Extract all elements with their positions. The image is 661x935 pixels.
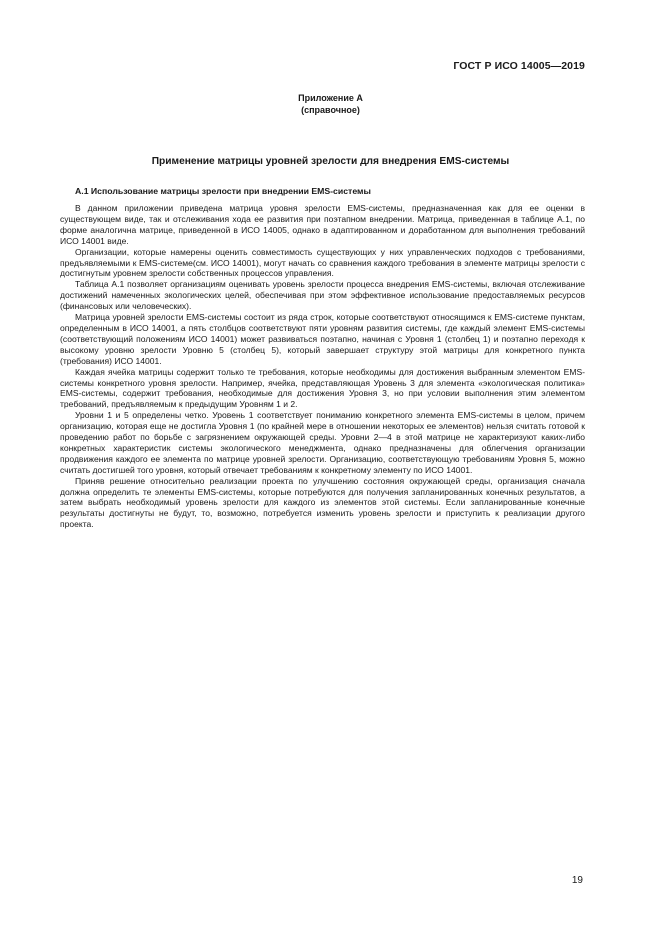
annex-subtitle: (справочное)	[301, 105, 360, 115]
paragraph: В данном приложении приведена матрица уровня зрелости EMS-системы, предназначенная как для ее оценки в существующем виде, так и отслеживания хода ее развития при поэтапном внедрении. Матрица, приведенная в таблице А.1, по форме аналогична матрице, приведенной в ИСО 14005, однако в адаптированном и доработанном для выполнения требований ИСО 14001 виде.	[60, 203, 585, 246]
paragraph: Уровни 1 и 5 определены четко. Уровень 1 соответствует пониманию конкретного элемента EMS-системы в целом, причем организацию, которая еще не достигла Уровня 1 (по крайней мере в отношении некоторых ее элементов) нельзя считать готовой к проведению работ по борьбе с загрязнением окружающей среды. Уровни 2—4 в этой матрице не характеризуют каких-либо конкретных характеристик системы экологического менеджмента, однако предназначены для облегчения организации продвижения каждого ее элемента по матрице уровней зрелости. Организацию, соответствующую требованиям Уровня 5, можно считать достигшей того уровня, который отвечает требованиям к конкретному элементу по ИСО 14001.	[60, 410, 585, 475]
annex-block	[0, 92, 661, 116]
paragraph: Организации, которые намерены оценить совместимость существующих у них управленческих подходов с требованиями, предъявляемыми к EMS-системе(см. ИСО 14001), могут начать со сравнения каждого требования в элементе матрицы зрелости с достигнутым уровнем зрелости собственных процессов управления.	[60, 246, 585, 279]
paragraph: Матрица уровней зрелости EMS-системы состоит из ряда строк, которые соответствуют относящимся к EMS-системе пунктам, определенным в ИСО 14001, а пять столбцов соответствуют пяти уровням развития системы, где каждый элемент EMS-системы (соответствующий положениям ИСО 14001) может развиваться поэтапно, начиная с Уровня 1 (столбец 1) и поэтапно переходя к высокому уровню зрелости Уровню 5 (столбец 5), который завершает структуру этой матрицы для конкретного пункта (требования) ИСО 14001.	[60, 312, 585, 366]
page-number: 19	[571, 875, 583, 886]
main-title: Применение матрицы уровней зрелости для внедрения EMS-системы	[151, 156, 510, 167]
paragraph: Приняв решение относительно реализации проекта по улучшению состояния окружающей среды, организация сначала должна определить те элементы EMS-системы, которые потребуются для получения запланированных конечных результатов, а затем выбрать необходимый уровень зрелости для каждого из элементов этой системы. Если запланированные конечные результаты достигнуты не будут, то, возможно, потребуется изменить уровень зрелости и приступить к реализации другого проекта.	[60, 475, 585, 530]
paragraph: Каждая ячейка матрицы содержит только те требования, которые необходимы для достижения выбранным элементом EMS-системы конкретного уровня зрелости. Например, ячейка, представляющая Уровень 3 для элемента «экологическая политика» EMS-системы, содержит требования, необходимые для достижения Уровня 3, но при условии выполнения этим элементом требований, предъявляемым к предыдущим Уровням 1 и 2.	[60, 366, 585, 410]
document-code: ГОСТ Р ИСО 14005—2019	[453, 60, 585, 72]
section-heading: А.1 Использование матрицы зрелости при внедрении EMS-системы	[75, 186, 371, 196]
body-text	[60, 203, 585, 530]
paragraph: Таблица А.1 позволяет организациям оценивать уровень зрелости процесса внедрения EMS-системы, включая отслеживание достижений намеченных экологических целей, обеспечивая при этом эффективное использование предоставляемых ресурсов (финансовых или человеческих).	[60, 279, 585, 312]
annex-title: Приложение А	[298, 93, 363, 103]
